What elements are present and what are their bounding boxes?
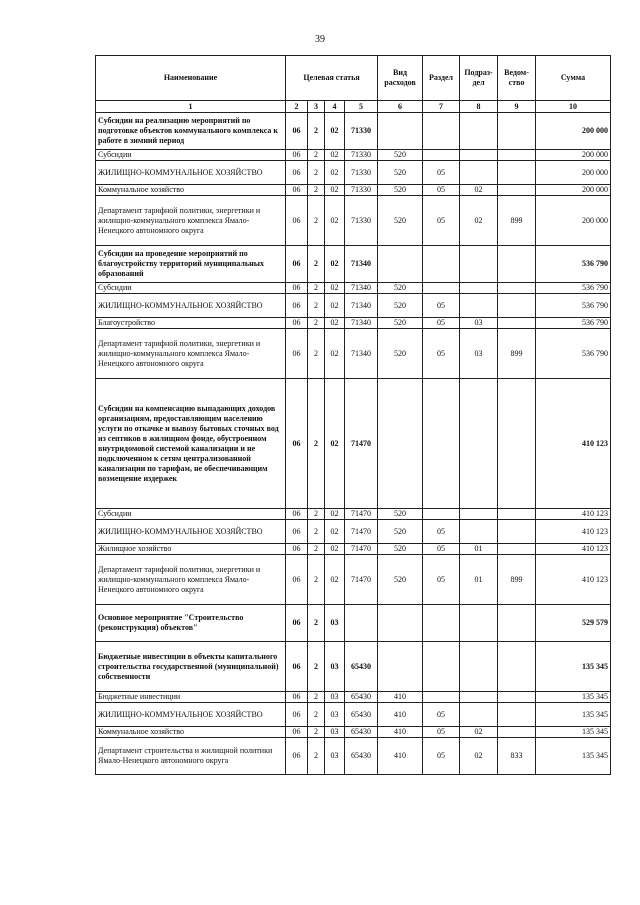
activity-code: 02 — [325, 318, 345, 329]
direction-code: 65430 — [345, 692, 378, 703]
amount: 410 123 — [536, 520, 611, 544]
program-code: 06 — [286, 150, 308, 161]
direction-code: 71330 — [345, 196, 378, 246]
row-name: Департамент тарифной политики, энергетики и жилищно-коммунального комплекса Ямало-Ненецкого автономного округа — [96, 329, 286, 379]
direction-code: 71340 — [345, 318, 378, 329]
subprogram-code: 2 — [308, 642, 325, 692]
direction-code: 65430 — [345, 738, 378, 775]
expense-type — [378, 113, 423, 150]
section: 05 — [423, 544, 460, 555]
row-name: ЖИЛИЩНО-КОММУНАЛЬНОЕ ХОЗЯЙСТВО — [96, 294, 286, 318]
section — [423, 692, 460, 703]
section — [423, 605, 460, 642]
department-code — [498, 509, 536, 520]
table-row — [96, 605, 611, 642]
row-name: Бюджетные инвестиции — [96, 692, 286, 703]
activity-code: 03 — [325, 727, 345, 738]
row-name: Субсидии — [96, 509, 286, 520]
expense-type — [378, 605, 423, 642]
expense-type: 520 — [378, 294, 423, 318]
program-code: 06 — [286, 283, 308, 294]
subsection — [460, 283, 498, 294]
amount: 135 345 — [536, 727, 611, 738]
table-row — [96, 318, 611, 329]
table-row — [96, 150, 611, 161]
table-row — [96, 283, 611, 294]
department-code: 899 — [498, 329, 536, 379]
table-row — [96, 509, 611, 520]
subprogram-code: 2 — [308, 727, 325, 738]
subsection: 02 — [460, 196, 498, 246]
activity-code: 02 — [325, 246, 345, 283]
table-row — [96, 329, 611, 379]
table-row — [96, 692, 611, 703]
direction-code: 71340 — [345, 283, 378, 294]
row-name: Субсидии на реализацию мероприятий по подготовке объектов коммунального комплекса к работе в зимний период — [96, 113, 286, 150]
subsection — [460, 379, 498, 509]
column-number: 3 — [308, 101, 325, 113]
section: 05 — [423, 520, 460, 544]
direction-code: 71340 — [345, 329, 378, 379]
section — [423, 113, 460, 150]
row-name: Субсидии — [96, 150, 286, 161]
expense-type: 520 — [378, 509, 423, 520]
header-target-article: Целевая статья — [286, 56, 378, 101]
expense-type — [378, 379, 423, 509]
amount: 536 790 — [536, 246, 611, 283]
program-code: 06 — [286, 379, 308, 509]
direction-code: 65430 — [345, 642, 378, 692]
program-code: 06 — [286, 605, 308, 642]
amount: 135 345 — [536, 642, 611, 692]
activity-code: 03 — [325, 642, 345, 692]
program-code: 06 — [286, 642, 308, 692]
table-row — [96, 703, 611, 727]
subprogram-code: 2 — [308, 520, 325, 544]
program-code: 06 — [286, 520, 308, 544]
header-section: Раздел — [423, 56, 460, 101]
column-number: 5 — [345, 101, 378, 113]
subsection — [460, 161, 498, 185]
row-name: Департамент строительства и жилищной политики Ямало-Ненецкого автономного округа — [96, 738, 286, 775]
amount: 410 123 — [536, 509, 611, 520]
expense-type: 410 — [378, 738, 423, 775]
expense-type: 520 — [378, 544, 423, 555]
table-row — [96, 379, 611, 509]
amount: 529 579 — [536, 605, 611, 642]
subprogram-code: 2 — [308, 283, 325, 294]
table-row — [96, 294, 611, 318]
amount: 536 790 — [536, 329, 611, 379]
activity-code: 02 — [325, 555, 345, 605]
activity-code: 03 — [325, 703, 345, 727]
subprogram-code: 2 — [308, 544, 325, 555]
subsection — [460, 642, 498, 692]
expense-type: 520 — [378, 329, 423, 379]
section — [423, 642, 460, 692]
row-name: ЖИЛИЩНО-КОММУНАЛЬНОЕ ХОЗЯЙСТВО — [96, 161, 286, 185]
amount: 536 790 — [536, 318, 611, 329]
column-number: 6 — [378, 101, 423, 113]
direction-code — [345, 605, 378, 642]
program-code: 06 — [286, 318, 308, 329]
department-code — [498, 642, 536, 692]
section — [423, 150, 460, 161]
row-name: Департамент тарифной политики, энергетики и жилищно-коммунального комплекса Ямало-Ненецкого автономного округа — [96, 196, 286, 246]
amount: 410 123 — [536, 379, 611, 509]
program-code: 06 — [286, 185, 308, 196]
table-row — [96, 161, 611, 185]
department-code — [498, 185, 536, 196]
department-code — [498, 727, 536, 738]
amount: 200 000 — [536, 161, 611, 185]
program-code: 06 — [286, 294, 308, 318]
row-name: Департамент тарифной политики, энергетики и жилищно-коммунального комплекса Ямало-Ненецкого автономного округа — [96, 555, 286, 605]
department-code — [498, 150, 536, 161]
activity-code: 03 — [325, 738, 345, 775]
direction-code: 71330 — [345, 113, 378, 150]
subsection — [460, 113, 498, 150]
budget-table — [95, 55, 611, 775]
row-name: ЖИЛИЩНО-КОММУНАЛЬНОЕ ХОЗЯЙСТВО — [96, 520, 286, 544]
section: 05 — [423, 294, 460, 318]
section: 05 — [423, 703, 460, 727]
subsection: 02 — [460, 727, 498, 738]
table-row — [96, 642, 611, 692]
row-name: Субсидии на проведение мероприятий по благоустройству территорий муниципальных образований — [96, 246, 286, 283]
program-code: 06 — [286, 329, 308, 379]
section — [423, 246, 460, 283]
header-row — [96, 56, 611, 101]
column-number-row — [96, 101, 611, 113]
section — [423, 283, 460, 294]
direction-code: 71470 — [345, 379, 378, 509]
subprogram-code: 2 — [308, 379, 325, 509]
subprogram-code: 2 — [308, 318, 325, 329]
amount: 536 790 — [536, 294, 611, 318]
subsection — [460, 520, 498, 544]
row-name: Субсидии на компенсацию выпадающих доходов организациям, предоставляющим населению услуги по откачке и вывозу бытовых сточных вод из септиков в жилищном фонде, обустроенном внутридомовой системой канализации и не подключенном к сетям централизованной канализации по тарифам, не обеспечивающим возмещение издержек — [96, 379, 286, 509]
column-number: 2 — [286, 101, 308, 113]
program-code: 06 — [286, 692, 308, 703]
direction-code: 71470 — [345, 509, 378, 520]
department-code — [498, 605, 536, 642]
table-row — [96, 544, 611, 555]
subsection — [460, 509, 498, 520]
column-number: 8 — [460, 101, 498, 113]
column-number: 9 — [498, 101, 536, 113]
expense-type: 520 — [378, 150, 423, 161]
amount: 135 345 — [536, 692, 611, 703]
column-number: 4 — [325, 101, 345, 113]
program-code: 06 — [286, 544, 308, 555]
table-row — [96, 196, 611, 246]
subprogram-code: 2 — [308, 150, 325, 161]
table-row — [96, 727, 611, 738]
subsection — [460, 150, 498, 161]
section — [423, 379, 460, 509]
subprogram-code: 2 — [308, 692, 325, 703]
program-code: 06 — [286, 555, 308, 605]
expense-type: 410 — [378, 727, 423, 738]
expense-type: 520 — [378, 555, 423, 605]
subsection: 02 — [460, 738, 498, 775]
activity-code: 02 — [325, 329, 345, 379]
activity-code: 02 — [325, 161, 345, 185]
subsection: 01 — [460, 544, 498, 555]
amount: 410 123 — [536, 544, 611, 555]
direction-code: 71470 — [345, 520, 378, 544]
direction-code: 71340 — [345, 246, 378, 283]
subsection — [460, 246, 498, 283]
subsection: 03 — [460, 329, 498, 379]
section: 05 — [423, 196, 460, 246]
program-code: 06 — [286, 113, 308, 150]
table-row — [96, 246, 611, 283]
row-name: Основное мероприятие "Строительство (реконструкция) объектов" — [96, 605, 286, 642]
header-name: Наименование — [96, 56, 286, 101]
column-number: 1 — [96, 101, 286, 113]
subsection — [460, 294, 498, 318]
activity-code: 02 — [325, 544, 345, 555]
expense-type: 520 — [378, 185, 423, 196]
subsection — [460, 605, 498, 642]
subsection: 02 — [460, 185, 498, 196]
table-row — [96, 520, 611, 544]
department-code — [498, 692, 536, 703]
department-code — [498, 283, 536, 294]
expense-type: 520 — [378, 283, 423, 294]
subprogram-code: 2 — [308, 703, 325, 727]
program-code: 06 — [286, 703, 308, 727]
column-number: 7 — [423, 101, 460, 113]
row-name: Бюджетные инвестиции в объекты капитального строительства государственной (муниципальной) собственности — [96, 642, 286, 692]
subprogram-code: 2 — [308, 161, 325, 185]
program-code: 06 — [286, 161, 308, 185]
row-name: Жилищное хозяйство — [96, 544, 286, 555]
column-number: 10 — [536, 101, 611, 113]
direction-code: 65430 — [345, 727, 378, 738]
subsection: 01 — [460, 555, 498, 605]
page-number: 39 — [315, 34, 325, 45]
department-code — [498, 161, 536, 185]
subsection — [460, 703, 498, 727]
activity-code: 02 — [325, 185, 345, 196]
section — [423, 509, 460, 520]
section: 05 — [423, 329, 460, 379]
subprogram-code: 2 — [308, 246, 325, 283]
subprogram-code: 2 — [308, 294, 325, 318]
department-code — [498, 294, 536, 318]
department-code: 833 — [498, 738, 536, 775]
department-code — [498, 703, 536, 727]
subprogram-code: 2 — [308, 738, 325, 775]
row-name: Коммунальное хозяйство — [96, 727, 286, 738]
table-row — [96, 555, 611, 605]
activity-code: 02 — [325, 196, 345, 246]
subprogram-code: 2 — [308, 555, 325, 605]
department-code — [498, 246, 536, 283]
direction-code: 71330 — [345, 161, 378, 185]
expense-type: 410 — [378, 692, 423, 703]
amount: 200 000 — [536, 150, 611, 161]
header-department: Ведом-ство — [498, 56, 536, 101]
activity-code: 02 — [325, 294, 345, 318]
expense-type — [378, 246, 423, 283]
department-code: 899 — [498, 555, 536, 605]
direction-code: 71340 — [345, 294, 378, 318]
header-subsection: Подраз-дел — [460, 56, 498, 101]
direction-code: 65430 — [345, 703, 378, 727]
amount: 536 790 — [536, 283, 611, 294]
amount: 135 345 — [536, 703, 611, 727]
expense-type: 520 — [378, 196, 423, 246]
expense-type: 410 — [378, 703, 423, 727]
table-row — [96, 185, 611, 196]
amount: 200 000 — [536, 185, 611, 196]
row-name: ЖИЛИЩНО-КОММУНАЛЬНОЕ ХОЗЯЙСТВО — [96, 703, 286, 727]
activity-code: 02 — [325, 509, 345, 520]
department-code — [498, 318, 536, 329]
subprogram-code: 2 — [308, 509, 325, 520]
activity-code: 02 — [325, 520, 345, 544]
department-code — [498, 379, 536, 509]
activity-code: 03 — [325, 692, 345, 703]
program-code: 06 — [286, 509, 308, 520]
program-code: 06 — [286, 738, 308, 775]
amount: 135 345 — [536, 738, 611, 775]
subprogram-code: 2 — [308, 113, 325, 150]
amount: 200 000 — [536, 196, 611, 246]
department-code: 899 — [498, 196, 536, 246]
table-row — [96, 113, 611, 150]
header-expense-type: Вид расходов — [378, 56, 423, 101]
section: 05 — [423, 318, 460, 329]
amount: 200 000 — [536, 113, 611, 150]
row-name: Благоустройство — [96, 318, 286, 329]
expense-type — [378, 642, 423, 692]
amount: 410 123 — [536, 555, 611, 605]
program-code: 06 — [286, 246, 308, 283]
section: 05 — [423, 161, 460, 185]
subsection — [460, 692, 498, 703]
section: 05 — [423, 738, 460, 775]
expense-type: 520 — [378, 520, 423, 544]
row-name: Субсидии — [96, 283, 286, 294]
subprogram-code: 2 — [308, 329, 325, 379]
subsection: 03 — [460, 318, 498, 329]
expense-type: 520 — [378, 161, 423, 185]
subprogram-code: 2 — [308, 605, 325, 642]
direction-code: 71470 — [345, 544, 378, 555]
program-code: 06 — [286, 727, 308, 738]
department-code — [498, 113, 536, 150]
program-code: 06 — [286, 196, 308, 246]
direction-code: 71330 — [345, 150, 378, 161]
activity-code: 02 — [325, 379, 345, 509]
subprogram-code: 2 — [308, 185, 325, 196]
direction-code: 71470 — [345, 555, 378, 605]
activity-code: 02 — [325, 113, 345, 150]
department-code — [498, 544, 536, 555]
section: 05 — [423, 555, 460, 605]
activity-code: 03 — [325, 605, 345, 642]
subprogram-code: 2 — [308, 196, 325, 246]
direction-code: 71330 — [345, 185, 378, 196]
section: 05 — [423, 727, 460, 738]
section: 05 — [423, 185, 460, 196]
activity-code: 02 — [325, 283, 345, 294]
table-row — [96, 738, 611, 775]
row-name: Коммунальное хозяйство — [96, 185, 286, 196]
activity-code: 02 — [325, 150, 345, 161]
expense-type: 520 — [378, 318, 423, 329]
header-sum: Сумма — [536, 56, 611, 101]
department-code — [498, 520, 536, 544]
